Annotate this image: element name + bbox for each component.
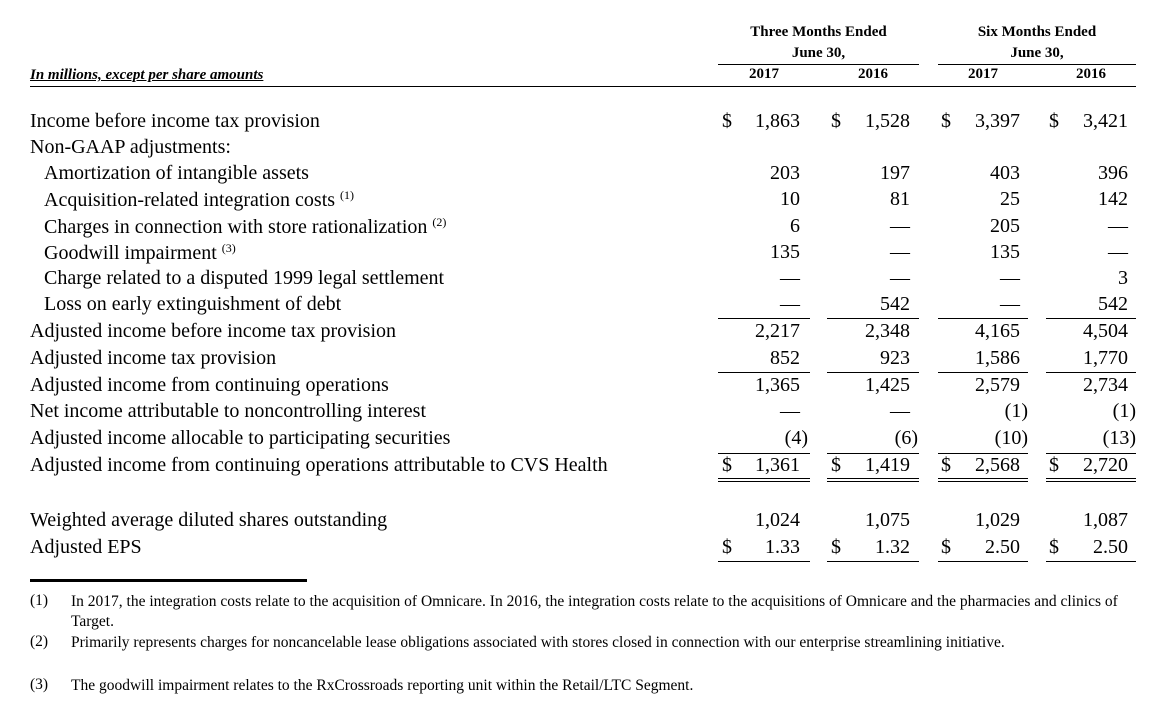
group2-header-rule (938, 64, 1136, 65)
table-cell: 403 (990, 162, 1020, 184)
total-rule (827, 318, 919, 319)
footnote-ref: (2) (432, 215, 447, 229)
double-total-rule (718, 478, 810, 482)
table-cell: (1) (1004, 400, 1028, 422)
group1-header-rule (718, 64, 919, 65)
row-label: Goodwill impairment $^{(3)}$ (44, 241, 236, 264)
table-cell: (10) (994, 427, 1028, 449)
group1-header-line2: June 30, (791, 45, 846, 61)
row-label: Charge related to a disputed 1999 legal settlement (44, 267, 445, 289)
footnote-number: (2) (30, 633, 49, 650)
table-cell: 1,425 (865, 374, 910, 396)
table-cell: 3 (1118, 267, 1128, 289)
table-cell: — (890, 241, 910, 263)
row-label: Income before income tax provision (30, 110, 320, 132)
table-cell: 1,365 (755, 374, 800, 396)
currency-symbol: $ (1049, 110, 1059, 132)
table-cell: 197 (880, 162, 910, 184)
table-cell: 4,504 (1083, 320, 1128, 342)
footnote-ref: (1) (340, 188, 355, 202)
table-cell: 1,863 (755, 110, 800, 132)
footnote-text: Primarily represents charges for noncancelable lease obligations associated with stores closed in connection with our enterprise streamlining initiative. (71, 634, 1005, 651)
table-cell: 3,397 (975, 110, 1020, 132)
table-cell: 542 (1098, 293, 1128, 315)
currency-symbol: $ (722, 110, 732, 132)
total-rule (827, 372, 919, 373)
header-underline (30, 86, 1136, 87)
table-cell: — (890, 215, 910, 237)
currency-symbol: $ (941, 454, 951, 476)
currency-symbol: $ (831, 536, 841, 558)
table-cell: — (1000, 293, 1020, 315)
total-rule (718, 561, 810, 562)
row-label: Net income attributable to noncontrolling interest (30, 400, 427, 422)
total-rule (938, 318, 1028, 319)
footnote-number: (3) (30, 676, 49, 693)
row-label: Adjusted income before income tax provision (30, 320, 397, 342)
table-cell: — (1108, 241, 1128, 263)
row-label: Adjusted income from continuing operations attributable to CVS Health (30, 454, 608, 476)
table-cell: 1,586 (975, 347, 1020, 369)
total-rule (1046, 561, 1136, 562)
table-cell: 1,024 (755, 509, 800, 531)
table-cell: 205 (990, 215, 1020, 237)
row-label: Adjusted income allocable to participating securities (30, 427, 451, 449)
table-cell: (4) (784, 427, 808, 449)
currency-symbol: $ (831, 110, 841, 132)
unit-label: In millions, except per share amounts (30, 67, 264, 83)
table-cell: (6) (894, 427, 918, 449)
total-rule (938, 561, 1028, 562)
row-label: Non-GAAP adjustments: (30, 136, 231, 158)
currency-symbol: $ (1049, 454, 1059, 476)
table-cell: 1.33 (765, 536, 800, 558)
currency-symbol: $ (831, 454, 841, 476)
table-cell: 1,361 (755, 454, 800, 476)
table-cell: — (1108, 215, 1128, 237)
double-total-rule (1046, 478, 1136, 482)
row-label: Acquisition-related integration costs $^{(1)}$ (44, 188, 355, 211)
footnote-text: The goodwill impairment relates to the RxCrossroads reporting unit within the Retail/LTC Segment. (71, 677, 694, 694)
table-cell: — (780, 267, 800, 289)
total-rule (827, 561, 919, 562)
table-cell: 142 (1098, 188, 1128, 210)
table-cell: 2.50 (1093, 536, 1128, 558)
footnote-ref: (3) (221, 241, 236, 255)
table-cell: 923 (880, 347, 910, 369)
col-header-3m-2017: 2017 (749, 66, 779, 82)
col-header-6m-2016: 2016 (1076, 66, 1106, 82)
table-cell: — (780, 400, 800, 422)
row-label: Adjusted income from continuing operations (30, 374, 389, 396)
currency-symbol: $ (941, 536, 951, 558)
table-cell: 81 (890, 188, 910, 210)
currency-symbol: $ (941, 110, 951, 132)
table-cell: 135 (990, 241, 1020, 263)
table-cell: 2,217 (755, 320, 800, 342)
table-cell: 1,770 (1083, 347, 1128, 369)
table-cell: 4,165 (975, 320, 1020, 342)
table-cell: 2.50 (985, 536, 1020, 558)
table-cell: — (890, 267, 910, 289)
row-label: Adjusted income tax provision (30, 347, 277, 369)
table-cell: 1,087 (1083, 509, 1128, 531)
total-rule (718, 372, 810, 373)
table-cell: 10 (780, 188, 800, 210)
row-label: Adjusted EPS (30, 536, 142, 558)
footnote-separator (30, 579, 307, 582)
table-cell: 2,568 (975, 454, 1020, 476)
row-label: Amortization of intangible assets (44, 162, 309, 184)
total-rule (718, 318, 810, 319)
table-cell: 2,720 (1083, 454, 1128, 476)
double-total-rule (938, 478, 1028, 482)
table-cell: — (780, 293, 800, 315)
row-label: Loss on early extinguishment of debt (44, 293, 342, 315)
group2-header-line1: Six Months Ended (977, 24, 1097, 40)
table-cell: 1,528 (865, 110, 910, 132)
table-cell: — (890, 400, 910, 422)
table-cell: 2,734 (1083, 374, 1128, 396)
currency-symbol: $ (722, 536, 732, 558)
footnote-text: In 2017, the integration costs relate to the acquisition of Omnicare. In 2016, the integration costs relate to the acquisitions of Omnicare and the pharmacies and clinics of Target. (71, 593, 1118, 630)
table-cell: 1,075 (865, 509, 910, 531)
group2-header-line2: June 30, (1010, 45, 1064, 61)
footnote-number: (1) (30, 592, 49, 609)
col-header-6m-2017: 2017 (968, 66, 998, 82)
table-cell: 852 (770, 347, 800, 369)
double-total-rule (827, 478, 919, 482)
table-cell: (1) (1112, 400, 1136, 422)
table-cell: (13) (1102, 427, 1136, 449)
table-cell: 2,348 (865, 320, 910, 342)
currency-symbol: $ (722, 454, 732, 476)
table-cell: 1.32 (875, 536, 910, 558)
table-cell: 542 (880, 293, 910, 315)
row-label: Charges in connection with store rationalization $^{(2)}$ (44, 215, 447, 238)
row-label: Weighted average diluted shares outstanding (30, 509, 388, 531)
table-cell: 2,579 (975, 374, 1020, 396)
total-rule (1046, 318, 1136, 319)
group1-header-line1: Three Months Ended (750, 24, 887, 40)
table-cell: 203 (770, 162, 800, 184)
table-cell: 6 (790, 215, 800, 237)
table-cell: 25 (1000, 188, 1020, 210)
table-cell: 1,029 (975, 509, 1020, 531)
total-rule (938, 372, 1028, 373)
table-cell: 1,419 (865, 454, 910, 476)
col-header-3m-2016: 2016 (858, 66, 888, 82)
total-rule (1046, 372, 1136, 373)
currency-symbol: $ (1049, 536, 1059, 558)
table-cell: 396 (1098, 162, 1128, 184)
table-cell: 135 (770, 241, 800, 263)
table-cell: — (1000, 267, 1020, 289)
table-cell: 3,421 (1083, 110, 1128, 132)
